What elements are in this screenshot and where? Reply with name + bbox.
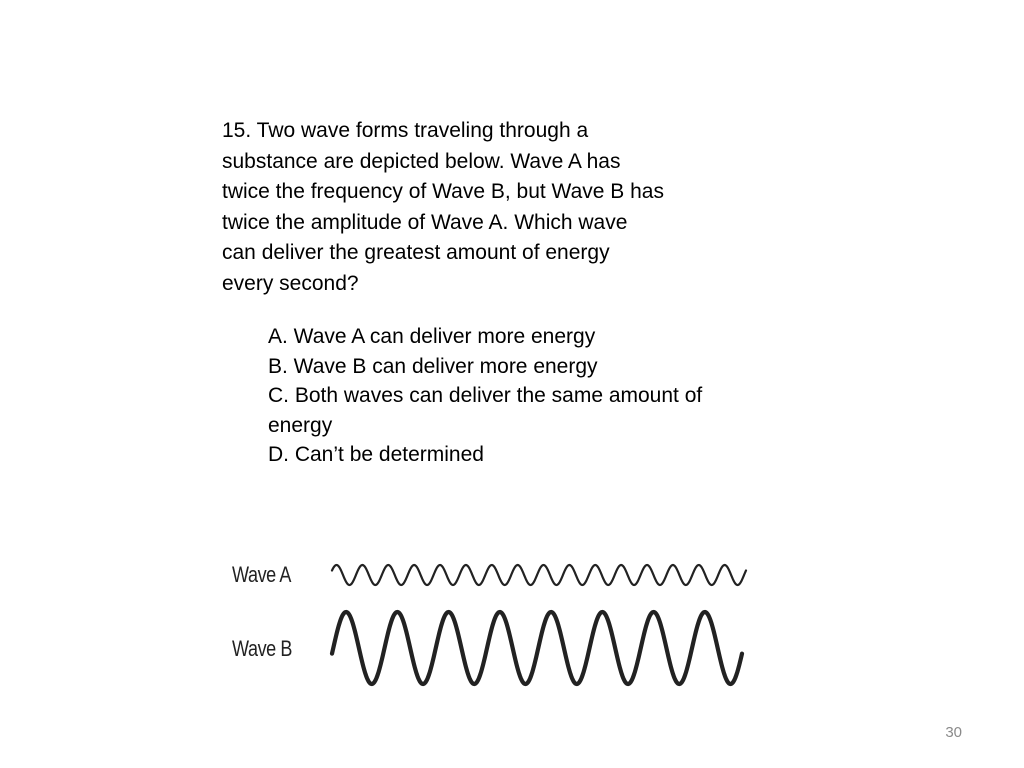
question-line: every second? [222,271,359,295]
question-line: twice the frequency of Wave B, but Wave B has [222,180,664,203]
question-line: can deliver the greatest amount of energy [222,241,610,264]
page-number: 30 [945,724,962,741]
wave-b-label: Wave B [232,636,293,661]
option-c: C. Both waves can deliver the same amount of [268,384,703,407]
option-d: D. Can’t be determined [268,443,484,466]
option-a: A. Wave A can deliver more energy [268,325,596,348]
wave-a-label: Wave A [232,562,292,587]
answer-options [268,322,788,470]
option-b: B. Wave B can deliver more energy [268,354,598,378]
question-line: 15. Two wave forms traveling through a [222,119,589,142]
wave-b-line [332,612,742,684]
wave-figure [224,536,754,700]
question-line: substance are depicted below. Wave A has [222,149,621,173]
wave-a-line [332,565,746,585]
option-c-continued: energy [268,413,333,437]
question-text [222,116,782,299]
question-line: twice the amplitude of Wave A. Which wave [222,210,628,234]
wave-plot [320,536,754,700]
